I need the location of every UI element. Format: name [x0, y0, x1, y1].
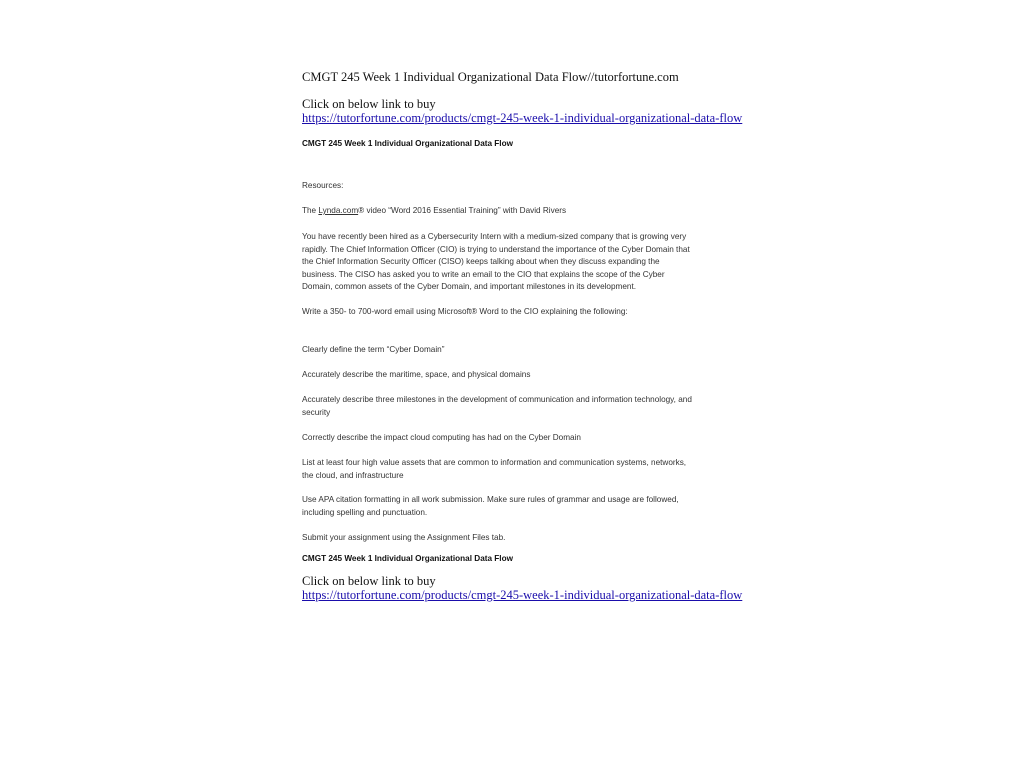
resource-suffix: ® video “Word 2016 Essential Training” with David Rivers: [358, 206, 567, 215]
buy-link[interactable]: https://tutorfortune.com/products/cmgt-245-week-1-individual-organizational-data-flow: [302, 111, 743, 125]
requirement-item: [302, 494, 742, 519]
resources-label: Resources:: [302, 181, 344, 190]
scenario-paragraph: [302, 231, 742, 294]
write-instruction: Write a 350- to 700-word email using Microsoft® Word to the CIO explaining the following:: [302, 307, 628, 316]
requirement-line: Accurately describe three milestones in the development of communication and information technology, and: [302, 395, 692, 404]
scenario-line: Domain, common assets of the Cyber Domain, and important milestones in its development.: [302, 282, 637, 291]
scenario-line: You have recently been hired as a Cybersecurity Intern with a medium-sized company that is growing very: [302, 232, 687, 241]
footer-heading: CMGT 245 Week 1 Individual Organizational Data Flow: [302, 554, 513, 563]
requirement-line: security: [302, 407, 331, 417]
lynda-link[interactable]: Lynda.com: [318, 206, 359, 215]
requirement-line: the cloud, and infrastructure: [302, 470, 404, 480]
footer-buy-intro: Click on below link to buy: [302, 574, 436, 588]
requirement-item: [302, 457, 742, 482]
requirement-line: List at least four high value assets that are common to information and communication systems, networks,: [302, 458, 687, 467]
requirement-item: Correctly describe the impact cloud computing has had on the Cyber Domain: [302, 433, 581, 442]
resource-prefix: The: [302, 206, 319, 215]
submit-instruction: Submit your assignment using the Assignment Files tab.: [302, 533, 506, 542]
requirement-line: including spelling and punctuation.: [302, 507, 428, 517]
document-title: CMGT 245 Week 1 Individual Organizational Data Flow//tutorfortune.com: [302, 70, 679, 84]
scenario-line: business. The CISO has asked you to write an email to the CIO that explains the scope of the Cyber: [302, 269, 665, 279]
requirement-item: Accurately describe the maritime, space, and physical domains: [302, 370, 531, 379]
scenario-line: rapidly. The Chief Information Officer (CIO) is trying to understand the importance of the Cyber Domain that: [302, 244, 690, 254]
requirement-item: Clearly define the term “Cyber Domain”: [302, 345, 445, 354]
requirement-line: Use APA citation formatting in all work submission. Make sure rules of grammar and usage are followed,: [302, 495, 679, 504]
assignment-heading: CMGT 245 Week 1 Individual Organizational Data Flow: [302, 139, 513, 148]
scenario-line: the Chief Information Security Officer (CISO) keeps talking about when they discuss expanding the: [302, 257, 660, 266]
requirement-item: [302, 394, 742, 419]
footer-buy-link[interactable]: https://tutorfortune.com/products/cmgt-245-week-1-individual-organizational-data-flow: [302, 588, 743, 602]
buy-intro: Click on below link to buy: [302, 97, 436, 111]
resource-line: [302, 205, 732, 218]
